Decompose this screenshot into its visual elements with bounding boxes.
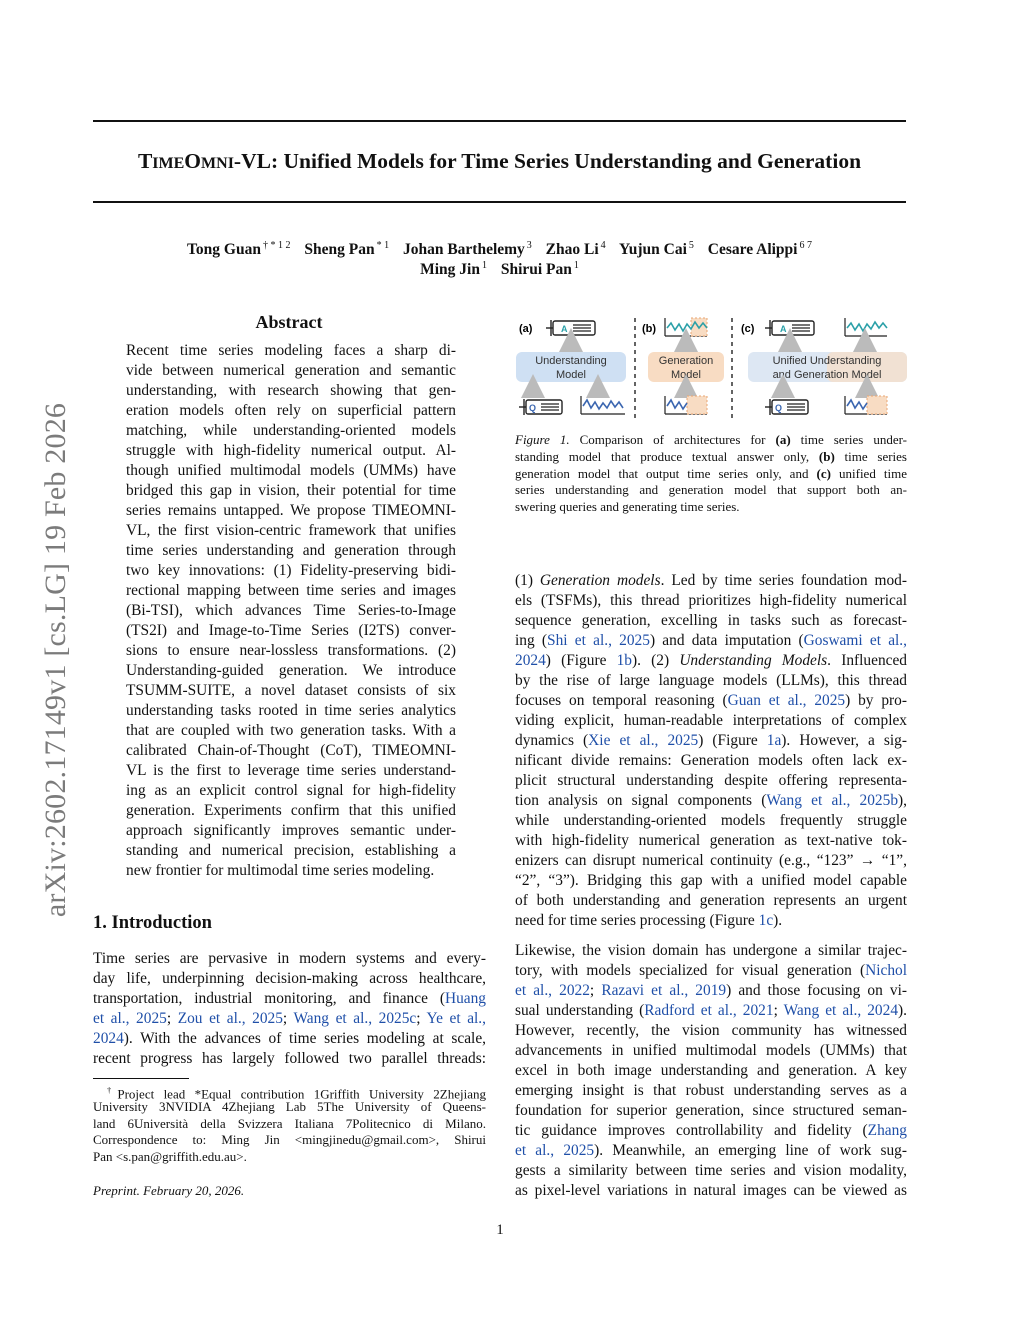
- text-line: advancements in unified multimodal models (UMMs) that: [515, 1042, 907, 1059]
- citation-link[interactable]: 2024: [515, 652, 546, 669]
- author-list-line-1: Tong Guan $^{\dagger * 1 2}$ Sheng Pan $^{* 1}$ Johan Barthelemy $^3$ Zhao Li $^4$ Yujun Cai $^5$ Cesare Alippi $^{6 7}$: [187, 240, 812, 259]
- citation-link[interactable]: 2024: [93, 1030, 124, 1047]
- author-name: Shirui Pan: [500, 261, 572, 279]
- text-line: enizers can disrupt numerical continuity (e.g., “123” → “1”,: [515, 852, 907, 869]
- citation-link[interactable]: Shi et al., 2025: [547, 632, 650, 649]
- text-line: Likewise, the vision domain has undergone a similar trajec-: [515, 942, 907, 959]
- text-line: viding explicit, human-readable interpretations of complex: [515, 712, 907, 729]
- citation-link[interactable]: Zou et al., 2025: [177, 1010, 283, 1027]
- introduction-paragraph: [93, 949, 486, 1069]
- text-line: recent progress has largely followed two parallel threads:: [93, 1050, 486, 1067]
- footnote-line: Pan <s.pan@griffith.edu.au>.: [93, 1149, 247, 1165]
- text-line: els (TSFMs), this thread prioritizes high-fidelity numerical: [515, 592, 907, 609]
- text-line: by the rise of large language models (LLMs), this thread: [515, 672, 907, 689]
- text-line: ing (Shi et al., 2025) and data imputation (Goswami et al.,: [515, 632, 907, 649]
- abstract-line: sions to ensure near-lossless transformations. (2): [126, 642, 456, 659]
- svg-text:Q: Q: [529, 403, 537, 413]
- preprint-date: Preprint. February 20, 2026.: [93, 1183, 245, 1198]
- citation-link[interactable]: Guan et al., 2025: [727, 692, 846, 709]
- abstract-heading: Abstract: [255, 312, 323, 332]
- text-line: excel in both image understanding and generation. A key: [515, 1062, 907, 1079]
- svg-text:A: A: [780, 324, 787, 334]
- abstract-line: (Bi-TSI), which advances Time Series-to-Image: [126, 602, 456, 619]
- author-name: Yujun Cai: [618, 241, 687, 259]
- citation-link[interactable]: Xie et al., 2025: [588, 732, 699, 749]
- panel-label-c: (c): [741, 323, 755, 335]
- abstract-line: VL, the first vision-centric framework that unifies: [126, 522, 456, 539]
- citation-link[interactable]: Huang: [444, 990, 486, 1007]
- time-series-input-icon: [581, 396, 625, 414]
- citation-link[interactable]: 1a: [766, 732, 782, 749]
- text-line: with high-fidelity numerical generation as text-native tok-: [515, 832, 907, 849]
- text-line: 2024). With the advances of time series modeling at scale,: [93, 1030, 486, 1047]
- author-name: Ming Jin: [420, 261, 480, 279]
- text-line: tory, with models specialized for visual generation (Nichol: [515, 962, 907, 979]
- citation-link[interactable]: 1c: [758, 912, 774, 929]
- citation-link[interactable]: Wang et al., 2025c: [293, 1010, 417, 1027]
- text-line: dynamics (Xie et al., 2025) (Figure 1a). However, a sig-: [515, 732, 907, 749]
- right-column-paragraph-2: [515, 941, 907, 1201]
- abstract-line: calibrated Chain-of-Thought (CoT), TIMEOMNI-: [126, 742, 456, 759]
- text-line: tic guidance improves controllability and fidelity (Zhang: [515, 1122, 907, 1139]
- footnote-line: †Project lead *Equal contribution 1Griffith University 2Zhejiang: [107, 1085, 487, 1102]
- text-line: et al., 2025). Meanwhile, an emerging line of work sug-: [515, 1142, 907, 1159]
- text-line: transportation, industrial monitoring, and finance (Huang: [93, 990, 486, 1007]
- abstract-line: approach significantly improves semantic under-: [126, 822, 456, 839]
- text-line: (1) Generation models. Led by time series foundation mod-: [515, 572, 907, 589]
- text-answer-icon: [765, 320, 814, 336]
- text-line: Time series are pervasive in modern systems and every-: [93, 950, 486, 967]
- abstract-line: generation. Experiments confirm that this unified: [126, 802, 456, 819]
- abstract-line: matching, while understanding-oriented models: [126, 422, 456, 439]
- partial-time-series-icon: [845, 396, 887, 414]
- figure-1-architecture-diagram: [515, 312, 910, 424]
- abstract-line: bridged this gap in vision, their potential for time: [126, 482, 456, 499]
- svg-text:Unified Understanding: Unified Understanding: [772, 355, 882, 367]
- partial-time-series-icon: [665, 396, 707, 414]
- author-name: Sheng Pan: [304, 241, 375, 259]
- abstract-line: rectional mapping between time series and images: [126, 582, 456, 599]
- text-line: nificant divide remains: Generation models often lack ex-: [515, 752, 907, 769]
- text-line: sual understanding (Radford et al., 2021; Wang et al., 2024).: [515, 1002, 907, 1019]
- text-line: gests a similarity between time series and vision modality,: [515, 1162, 907, 1179]
- figure-1-caption: [515, 432, 907, 516]
- abstract-line: Understanding-guided generation. We introduce: [126, 662, 456, 679]
- footnote-line: land 6Università della Svizzera Italiana 7Politecnico di Milano.: [93, 1115, 486, 1131]
- caption-line: generation model that output time series only, and (c) unified time: [515, 465, 907, 481]
- abstract-line: two key innovations: (1) Fidelity-preserving bidi-: [126, 562, 456, 579]
- abstract-line: ing as an explicit control signal for high-fidelity: [126, 782, 456, 799]
- citation-link[interactable]: et al., 2022: [515, 982, 590, 999]
- text-line: focuses on temporal reasoning (Guan et al., 2025) by pro-: [515, 692, 907, 709]
- title-bottom-rule: [93, 201, 906, 203]
- citation-link[interactable]: et al., 2025: [515, 1142, 595, 1159]
- author-name: Tong Guan: [187, 241, 261, 259]
- author-list-line-2: Ming Jin $^1$ Shirui Pan $^1$: [420, 260, 579, 279]
- citation-link[interactable]: Goswami et al.,: [803, 632, 907, 649]
- abstract-line: understanding, with research showing that gen-: [126, 382, 456, 399]
- abstract-line: series remains untapped. We propose TIMEOMNI-: [126, 502, 456, 519]
- caption-line: series understanding and generation model that support both an-: [515, 482, 907, 498]
- abstract-line: eration models often rely on superficial pattern: [126, 402, 456, 419]
- caption-line: swering queries and generating time series.: [515, 499, 740, 515]
- text-answer-icon: [546, 320, 595, 336]
- abstract-line: understanding tasks rooted in time series analytics: [126, 702, 456, 719]
- author-name: Johan Barthelemy: [402, 241, 525, 259]
- author-name: Zhao Li: [545, 241, 599, 259]
- text-line: as pixel-level variations in natural images can be viewed as: [515, 1182, 907, 1199]
- citation-link[interactable]: Wang et al., 2025b: [766, 792, 899, 809]
- paper-title: TIMEOMNI-VL: Unified Models for Time Series Understanding and Generation: [137, 149, 862, 173]
- citation-link[interactable]: et al., 2025: [93, 1010, 167, 1027]
- citation-link[interactable]: Razavi et al., 2019: [601, 982, 727, 999]
- svg-text:Model: Model: [556, 369, 586, 381]
- abstract-line: standing and numerical precision, establishing a: [126, 842, 456, 859]
- abstract-line: that are coupled with two generation tasks. With a: [126, 722, 456, 739]
- text-line: However, recently, the vision community has witnessed: [515, 1022, 907, 1039]
- text-line: while understanding-oriented models frequently struggle: [515, 812, 907, 829]
- abstract-line: VL is the first to leverage time series understand-: [126, 762, 456, 779]
- abstract-line: time series understanding and generation through: [126, 542, 456, 559]
- title-top-rule: [93, 120, 906, 122]
- text-line: need for time series processing (Figure 1c).: [515, 912, 783, 929]
- footnote: [93, 1082, 486, 1166]
- abstract-line: (TS2I) and Image-to-Time Series (I2TS) conver-: [126, 622, 456, 639]
- svg-text:Q: Q: [775, 403, 783, 413]
- abstract-line: though unified multimodal models (UMMs) have: [126, 462, 456, 479]
- page-number: 1: [496, 1222, 504, 1238]
- citation-link[interactable]: Radford et al., 2021: [644, 1002, 774, 1019]
- citation-link[interactable]: Wang et al., 2024: [783, 1002, 899, 1019]
- citation-link[interactable]: Zhang: [867, 1122, 907, 1139]
- footnote-line: Correspondence to: Ming Jin <mingjinedu@gmail.com>, Shirui: [93, 1132, 486, 1148]
- caption-line: Figure 1. Comparison of architectures for (a) time series under-: [515, 432, 907, 447]
- caption-line: standing model that produce textual answer only, (b) time series: [515, 448, 907, 464]
- text-line: of both understanding and generation represents an urgent: [515, 892, 907, 909]
- text-line: 2024) (Figure 1b). (2) Understanding Models. Influenced: [515, 652, 907, 669]
- citation-link[interactable]: Nichol: [865, 962, 907, 979]
- section-heading-introduction: 1. Introduction: [93, 913, 212, 933]
- text-line: et al., 2022; Razavi et al., 2019) and those focusing on vi-: [515, 982, 907, 999]
- abstract-line: new frontier for multimodal time series modeling.: [126, 862, 435, 879]
- footnote-rule: [93, 1078, 189, 1079]
- text-line: tion analysis on signal components (Wang et al., 2025b),: [515, 792, 907, 809]
- query-doc-icon: [765, 399, 808, 415]
- time-series-output-icon: [845, 318, 887, 336]
- text-line: day life, underpinning decision-making across healthcare,: [93, 970, 486, 987]
- footnote-line: University 3NVIDIA 4Zhejiang Lab 5The University of Queens-: [93, 1098, 486, 1114]
- abstract-line: struggle with high-fidelity numerical output. Al-: [126, 442, 456, 459]
- svg-text:A: A: [561, 324, 568, 334]
- query-doc-icon: [519, 399, 562, 415]
- abstract-line: vide between numerical generation and semantic: [126, 362, 456, 379]
- svg-text:Model: Model: [671, 369, 701, 381]
- abstract-line: TSUMM-SUITE, a novel dataset consists of six: [126, 682, 456, 699]
- panel-label-b: (b): [642, 323, 657, 335]
- abstract-line: Recent time series modeling faces a sharp di-: [126, 342, 456, 359]
- text-line: foundation for superior generation, since structured seman-: [515, 1102, 907, 1119]
- text-line: plicit structural understanding despite offering representa-: [515, 772, 907, 789]
- citation-link[interactable]: 1b: [616, 652, 632, 669]
- abstract-body: [126, 341, 456, 881]
- author-name: Cesare Alippi: [707, 241, 798, 259]
- text-line: “2”, “3”). Bridging this gap with a unified model capable: [515, 872, 907, 889]
- text-line: emerging insight is that robust understanding serves as a: [515, 1082, 907, 1099]
- citation-link[interactable]: Ye et al.,: [426, 1010, 486, 1027]
- time-series-output-icon: [665, 318, 707, 336]
- right-column-paragraph-1: [515, 571, 907, 931]
- panel-label-a: (a): [519, 323, 533, 335]
- svg-text:and Generation Model: and Generation Model: [772, 369, 882, 381]
- text-line: sequence generation, excelling in tasks such as forecast-: [515, 612, 907, 629]
- text-line: et al., 2025; Zou et al., 2025; Wang et al., 2025c; Ye et al.,: [93, 1010, 486, 1027]
- arxiv-id: arXiv:2602.17149v1 [cs.LG] 19 Feb 2026: [39, 402, 72, 918]
- svg-text:Generation: Generation: [658, 355, 714, 367]
- svg-text:Understanding: Understanding: [535, 355, 607, 367]
